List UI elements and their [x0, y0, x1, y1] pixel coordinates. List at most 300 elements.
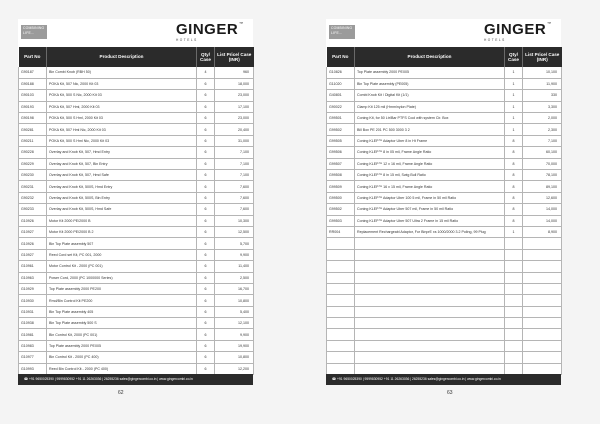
- page-number: 62: [118, 390, 124, 396]
- part-number-cell: G11020: [327, 78, 355, 89]
- price-cell: 7,100: [215, 147, 254, 158]
- description-cell: POKA Kit, 507 Hml, 2000 Kit 03: [47, 101, 197, 112]
- description-cell: Bin Top Plate assembly 405: [47, 306, 197, 317]
- part-number-cell: G99503: [327, 215, 355, 226]
- header-qty: Qty/ Case: [505, 47, 523, 67]
- price-cell: 960: [215, 67, 254, 78]
- table-row: [327, 261, 562, 272]
- table-row: [327, 135, 562, 146]
- qty-cell: 6: [197, 249, 215, 260]
- qty-cell: [505, 283, 523, 294]
- part-number-cell: [327, 261, 355, 272]
- qty-cell: 1: [505, 90, 523, 101]
- description-cell: Coning KLEP™ 16 x 15 mil, Frame Angle Ratio: [355, 181, 505, 192]
- description-cell: Reed Bin Control Kit - 2000 (PC 400): [47, 363, 197, 374]
- price-cell: 23,000: [215, 90, 254, 101]
- qty-cell: 1: [505, 226, 523, 237]
- qty-cell: 6: [197, 170, 215, 181]
- page-header: [326, 19, 561, 47]
- logo-text: GINGER: [176, 21, 239, 38]
- table-row: [19, 272, 254, 283]
- price-cell: 7,100: [215, 158, 254, 169]
- part-number-cell: [327, 329, 355, 340]
- contact-footer: ☎ +91 9650025390 | 9599830952 +91 11 26263036 | 26255236 sales@gingercombi.co.in | www.gingercombi.co.in: [18, 374, 253, 385]
- qty-cell: 8: [505, 192, 523, 203]
- table-row: [327, 295, 562, 306]
- qty-cell: 6: [197, 272, 215, 283]
- description-cell: Top Plate assembly 2000 PE005: [355, 67, 505, 78]
- qty-cell: 8: [505, 215, 523, 226]
- price-cell: 70,000: [523, 158, 562, 169]
- qty-cell: 8: [505, 147, 523, 158]
- description-cell: POKA Kit, 507 Hml Nic, 2000 Kit 03: [47, 124, 197, 135]
- qty-cell: 6: [197, 226, 215, 237]
- header-price: List Price/ Case (INR): [215, 47, 254, 67]
- qty-cell: 8: [505, 135, 523, 146]
- part-number-cell: G10993: [19, 363, 47, 374]
- description-cell: Bill Box PE 201 PC 500 3000 3 2: [355, 124, 505, 135]
- part-number-cell: G90231: [19, 181, 47, 192]
- page-number: 63: [447, 390, 453, 396]
- part-number-cell: G90232: [19, 192, 47, 203]
- part-number-cell: G99502: [327, 204, 355, 215]
- table-row: [19, 238, 254, 249]
- table-row: [327, 363, 562, 374]
- qty-cell: 8: [505, 204, 523, 215]
- table-row: [19, 67, 254, 78]
- price-cell: [523, 363, 562, 374]
- description-cell: POKA Kit, 507 Nic, 2000 Kit 03: [47, 78, 197, 89]
- qty-cell: 6: [197, 113, 215, 124]
- part-number-cell: G99501: [327, 113, 355, 124]
- price-cell: 12,100: [215, 318, 254, 329]
- part-number-cell: G90193: [19, 101, 47, 112]
- price-table: [326, 47, 562, 375]
- part-number-cell: [327, 238, 355, 249]
- description-cell: Overlay and Knob Kit, 507, Hmd Entry: [47, 147, 197, 158]
- table-header-row: [19, 47, 254, 67]
- qty-cell: [505, 329, 523, 340]
- table-row: [19, 283, 254, 294]
- description-cell: Clamp Kit 125 mil (Hmm/nylon Plate): [355, 101, 505, 112]
- table-row: [327, 283, 562, 294]
- table-row: [19, 295, 254, 306]
- table-row: [327, 113, 562, 124]
- price-cell: 9,900: [215, 249, 254, 260]
- header-description: Product Description: [47, 47, 197, 67]
- part-number-cell: G40801: [327, 90, 355, 101]
- table-row: [327, 192, 562, 203]
- page-header: [18, 19, 253, 47]
- description-cell: Bin Control Kit, 2000 (PC 001): [47, 329, 197, 340]
- part-number-cell: G90022: [327, 101, 355, 112]
- price-cell: [523, 318, 562, 329]
- table-row: [19, 113, 254, 124]
- description-cell: Motor Control Kit - 2000 (PC 001): [47, 261, 197, 272]
- table-row: [19, 340, 254, 351]
- part-number-cell: G90188: [19, 78, 47, 89]
- table-row: [19, 318, 254, 329]
- brand-tag: [21, 25, 47, 39]
- qty-cell: 6: [197, 124, 215, 135]
- qty-cell: 6: [197, 158, 215, 169]
- qty-cell: 6: [197, 192, 215, 203]
- part-number-cell: G99509: [327, 181, 355, 192]
- table-header-row: [327, 47, 562, 67]
- price-cell: [523, 261, 562, 272]
- table-row: [327, 181, 562, 192]
- qty-cell: [505, 295, 523, 306]
- description-cell: Motor Kit 2000 PE/2000 B: [47, 215, 197, 226]
- logo-subtitle: HOTELS: [176, 38, 198, 42]
- brand-tag-line2: LIFE...: [23, 30, 35, 35]
- description-cell: Top Plate assembly 2000 PE200: [47, 283, 197, 294]
- logo-trademark: ™: [239, 21, 244, 26]
- part-number-cell: G10927: [19, 226, 47, 237]
- part-number-cell: [327, 363, 355, 374]
- price-cell: 10,300: [215, 215, 254, 226]
- price-cell: 14,000: [523, 204, 562, 215]
- part-number-cell: G99505: [327, 135, 355, 146]
- part-number-cell: G90103: [19, 90, 47, 101]
- price-cell: 78,100: [523, 170, 562, 181]
- table-row: [19, 249, 254, 260]
- qty-cell: 6: [197, 261, 215, 272]
- header-part-no: Part No: [327, 47, 355, 67]
- table-row: [19, 78, 254, 89]
- price-cell: 8,900: [523, 226, 562, 237]
- description-cell: Bin Top Plate assembly 507: [47, 238, 197, 249]
- part-number-cell: G90281: [19, 124, 47, 135]
- qty-cell: 6: [197, 283, 215, 294]
- table-body: [19, 67, 254, 375]
- table-row: [327, 306, 562, 317]
- price-cell: 7,600: [215, 204, 254, 215]
- qty-cell: [505, 318, 523, 329]
- description-cell: POKA Kit, 500 S Hml Nic, 2000 Kit 03: [47, 135, 197, 146]
- price-cell: 12,200: [215, 363, 254, 374]
- table-row: [19, 181, 254, 192]
- part-number-cell: G10963: [19, 272, 47, 283]
- table-row: [19, 261, 254, 272]
- part-number-cell: [327, 295, 355, 306]
- qty-cell: [505, 272, 523, 283]
- qty-cell: 6: [197, 238, 215, 249]
- description-cell: Power Cord, 2000 (PC 1000000 Series): [47, 272, 197, 283]
- brand-tag-line2: LIFE...: [331, 30, 343, 35]
- price-cell: 14,000: [523, 215, 562, 226]
- price-cell: [523, 283, 562, 294]
- description-cell: [355, 340, 505, 351]
- price-cell: [523, 352, 562, 363]
- price-cell: [523, 306, 562, 317]
- price-cell: 23,000: [215, 113, 254, 124]
- part-number-cell: G10981: [19, 329, 47, 340]
- description-cell: Overlay and Knob Kit, 500S, Hmd Entry: [47, 181, 197, 192]
- brand-tag-line1: COMBINING: [23, 26, 45, 30]
- qty-cell: 6: [197, 135, 215, 146]
- price-cell: [523, 238, 562, 249]
- qty-cell: 8: [505, 181, 523, 192]
- table-row: [327, 158, 562, 169]
- description-cell: Coning KLEP™ Adaptor Uber 507 Ultra 2 Frame in 15 mil Ratio: [355, 215, 505, 226]
- qty-cell: [505, 340, 523, 351]
- part-number-cell: [327, 352, 355, 363]
- price-cell: 2,000: [523, 113, 562, 124]
- qty-cell: 6: [197, 363, 215, 374]
- description-cell: [355, 238, 505, 249]
- header-part-no: Part No: [19, 47, 47, 67]
- price-cell: 7,100: [523, 135, 562, 146]
- price-cell: 2,300: [523, 124, 562, 135]
- qty-cell: 6: [197, 147, 215, 158]
- contact-footer: ☎ +91 9650025390 | 9599830952 +91 11 26263036 | 26255236 sales@gingercombi.co.in | www.gingercombi.co.in: [326, 374, 561, 385]
- qty-cell: 6: [197, 215, 215, 226]
- qty-cell: 1: [505, 101, 523, 112]
- part-number-cell: G99508: [327, 170, 355, 181]
- price-cell: [523, 340, 562, 351]
- price-cell: 10,800: [215, 295, 254, 306]
- table-row: [327, 101, 562, 112]
- price-cell: 11,400: [215, 261, 254, 272]
- price-cell: 20,400: [215, 124, 254, 135]
- part-number-cell: G90198: [19, 113, 47, 124]
- price-cell: [523, 249, 562, 260]
- description-cell: Replacement Rechargeabl Adaptor, For BinprE xs 1000/2000 3.2 Poling, 99 Plug: [355, 226, 505, 237]
- description-cell: Bin Top Plate assembly 500 S: [47, 318, 197, 329]
- qty-cell: 6: [197, 204, 215, 215]
- part-number-cell: G10983: [19, 340, 47, 351]
- table-row: [327, 170, 562, 181]
- part-number-cell: G90230: [19, 170, 47, 181]
- description-cell: Bin Combi Knob (RBH 50): [47, 67, 197, 78]
- qty-cell: 6: [197, 78, 215, 89]
- qty-cell: 6: [197, 90, 215, 101]
- qty-cell: [505, 261, 523, 272]
- part-number-cell: G90228: [19, 147, 47, 158]
- ginger-logo: [484, 21, 552, 38]
- price-cell: 16,700: [215, 283, 254, 294]
- description-cell: Combi Knob Kit / Digital Kit (1/1): [355, 90, 505, 101]
- description-cell: Top Plate assembly 2000 PE005: [47, 340, 197, 351]
- description-cell: Reed Cord set Kit, PC 001, 2000: [47, 249, 197, 260]
- brand-tag: [329, 25, 355, 39]
- table-row: [327, 329, 562, 340]
- qty-cell: 6: [197, 352, 215, 363]
- table-row: [19, 170, 254, 181]
- part-number-cell: G10929: [19, 283, 47, 294]
- qty-cell: [505, 249, 523, 260]
- description-cell: Motor Kit 2000 PE/2000 B 2: [47, 226, 197, 237]
- header-price: List Price/ Case (INR): [523, 47, 562, 67]
- description-cell: [355, 295, 505, 306]
- price-cell: 10,800: [215, 352, 254, 363]
- part-number-cell: G10926: [19, 238, 47, 249]
- qty-cell: 6: [197, 101, 215, 112]
- description-cell: [355, 329, 505, 340]
- qty-cell: [505, 306, 523, 317]
- table-row: [19, 306, 254, 317]
- table-row: [19, 124, 254, 135]
- description-cell: Bin Control Kit - 2000 (PC 400): [47, 352, 197, 363]
- table-row: [19, 90, 254, 101]
- description-cell: Coning KLEP™ Adaptor Uber 8 in Ht Frame: [355, 135, 505, 146]
- qty-cell: 6: [197, 295, 215, 306]
- left-page: [18, 19, 253, 385]
- qty-cell: 8: [505, 170, 523, 181]
- table-body: [327, 67, 562, 375]
- table-row: [19, 158, 254, 169]
- part-number-cell: [327, 283, 355, 294]
- part-number-cell: [327, 306, 355, 317]
- table-row: [19, 329, 254, 340]
- price-cell: 330: [523, 90, 562, 101]
- part-number-cell: [327, 340, 355, 351]
- description-cell: Coning KLEP™ Adaptor Uber 507 mil, Frame in 50 mil Ratio: [355, 204, 505, 215]
- header-qty: Qty/ Case: [197, 47, 215, 67]
- qty-cell: 1: [505, 124, 523, 135]
- table-row: [327, 78, 562, 89]
- table-row: [19, 135, 254, 146]
- table-row: [327, 340, 562, 351]
- table-row: [327, 352, 562, 363]
- qty-cell: 6: [197, 340, 215, 351]
- table-row: [327, 204, 562, 215]
- part-number-cell: [327, 272, 355, 283]
- table-row: [19, 215, 254, 226]
- part-number-cell: G10961: [19, 261, 47, 272]
- price-cell: 10,100: [523, 67, 562, 78]
- table-row: [19, 101, 254, 112]
- qty-cell: 6: [197, 318, 215, 329]
- price-cell: 31,000: [215, 135, 254, 146]
- table-row: [327, 67, 562, 78]
- qty-cell: 6: [197, 306, 215, 317]
- qty-cell: 8: [505, 158, 523, 169]
- table-row: [327, 226, 562, 237]
- part-number-cell: RR004: [327, 226, 355, 237]
- qty-cell: 6: [197, 181, 215, 192]
- qty-cell: 1: [505, 113, 523, 124]
- description-cell: Coning KLEP™ Adaptor Uber 100 5 mil, Frame in 50 mil Ratio: [355, 192, 505, 203]
- description-cell: Coning Kit, for 50 Ltr/Bar PTFS Cool with system Cir. Box: [355, 113, 505, 124]
- right-page: [326, 19, 561, 385]
- qty-cell: [505, 238, 523, 249]
- description-cell: [355, 249, 505, 260]
- qty-cell: 1: [505, 78, 523, 89]
- part-number-cell: G10927: [19, 249, 47, 260]
- table-row: [19, 147, 254, 158]
- price-cell: 89,100: [523, 181, 562, 192]
- description-cell: [355, 306, 505, 317]
- price-cell: 3,300: [523, 101, 562, 112]
- description-cell: [355, 352, 505, 363]
- part-number-cell: G90187: [19, 67, 47, 78]
- price-cell: 5,700: [215, 238, 254, 249]
- table-row: [327, 238, 562, 249]
- price-cell: 7,600: [215, 192, 254, 203]
- header-description: Product Description: [355, 47, 505, 67]
- table-row: [19, 363, 254, 374]
- price-cell: 19,900: [215, 340, 254, 351]
- logo-subtitle: HOTELS: [484, 38, 506, 42]
- price-cell: 2,500: [215, 272, 254, 283]
- table-row: [327, 318, 562, 329]
- description-cell: [355, 261, 505, 272]
- qty-cell: 4: [197, 67, 215, 78]
- table-row: [327, 147, 562, 158]
- price-cell: 7,600: [215, 181, 254, 192]
- price-cell: 60,100: [523, 147, 562, 158]
- description-cell: [355, 363, 505, 374]
- table-row: [327, 90, 562, 101]
- price-cell: 12,500: [215, 226, 254, 237]
- part-number-cell: G10930: [19, 295, 47, 306]
- description-cell: [355, 272, 505, 283]
- description-cell: [355, 318, 505, 329]
- description-cell: [355, 283, 505, 294]
- price-cell: 5,400: [215, 306, 254, 317]
- price-cell: [523, 329, 562, 340]
- table-row: [19, 192, 254, 203]
- description-cell: Overlay and Knob Kit, 500S, Bin Entry: [47, 192, 197, 203]
- description-cell: Coning KLEP™ 8 in 05 mil, Frame Angle Ratio: [355, 147, 505, 158]
- description-cell: Overlay and Knob Kit, 507, Hmd Safe: [47, 170, 197, 181]
- description-cell: Overlay and Knob Kit, 500S, Hmd Safe: [47, 204, 197, 215]
- table-row: [19, 352, 254, 363]
- logo-trademark: ™: [547, 21, 552, 26]
- description-cell: Overlay and Knob Kit, 507, Bin Entry: [47, 158, 197, 169]
- qty-cell: 1: [505, 67, 523, 78]
- price-cell: [523, 272, 562, 283]
- table-row: [327, 215, 562, 226]
- price-cell: 7,100: [215, 170, 254, 181]
- part-number-cell: G99506: [327, 147, 355, 158]
- table-row: [327, 249, 562, 260]
- part-number-cell: G10938: [19, 318, 47, 329]
- table-row: [327, 124, 562, 135]
- description-cell: Coning KLEP™ 12 x 16 mil, Frame Angle Ratio: [355, 158, 505, 169]
- description-cell: POKA Kit, 500 S Hml, 2000 Kit 03: [47, 113, 197, 124]
- description-cell: Rmd/Bin Control Kit PE200: [47, 295, 197, 306]
- part-number-cell: G99500: [327, 192, 355, 203]
- table-row: [327, 272, 562, 283]
- part-number-cell: G10977: [19, 352, 47, 363]
- part-number-cell: G90233: [19, 204, 47, 215]
- logo-text: GINGER: [484, 21, 547, 38]
- qty-cell: 6: [197, 329, 215, 340]
- price-table: [18, 47, 254, 375]
- ginger-logo: [176, 21, 244, 38]
- table-row: [19, 204, 254, 215]
- part-number-cell: [327, 318, 355, 329]
- qty-cell: [505, 363, 523, 374]
- table-row: [19, 226, 254, 237]
- part-number-cell: G10926: [19, 215, 47, 226]
- part-number-cell: G10931: [19, 306, 47, 317]
- part-number-cell: G90229: [19, 158, 47, 169]
- brand-tag-line1: COMBINING: [331, 26, 353, 30]
- description-cell: Coning KLEP™ 8 in 15 mil, Swig Bull Ratio: [355, 170, 505, 181]
- description-cell: Bin Top Plate assembly (PE005): [355, 78, 505, 89]
- qty-cell: [505, 352, 523, 363]
- description-cell: POKA Kit, 500 S Nic, 2000 Kit 03: [47, 90, 197, 101]
- price-cell: 9,900: [215, 329, 254, 340]
- part-number-cell: G10826: [327, 67, 355, 78]
- price-cell: 18,000: [215, 78, 254, 89]
- part-number-cell: G99502: [327, 124, 355, 135]
- price-cell: 11,900: [523, 78, 562, 89]
